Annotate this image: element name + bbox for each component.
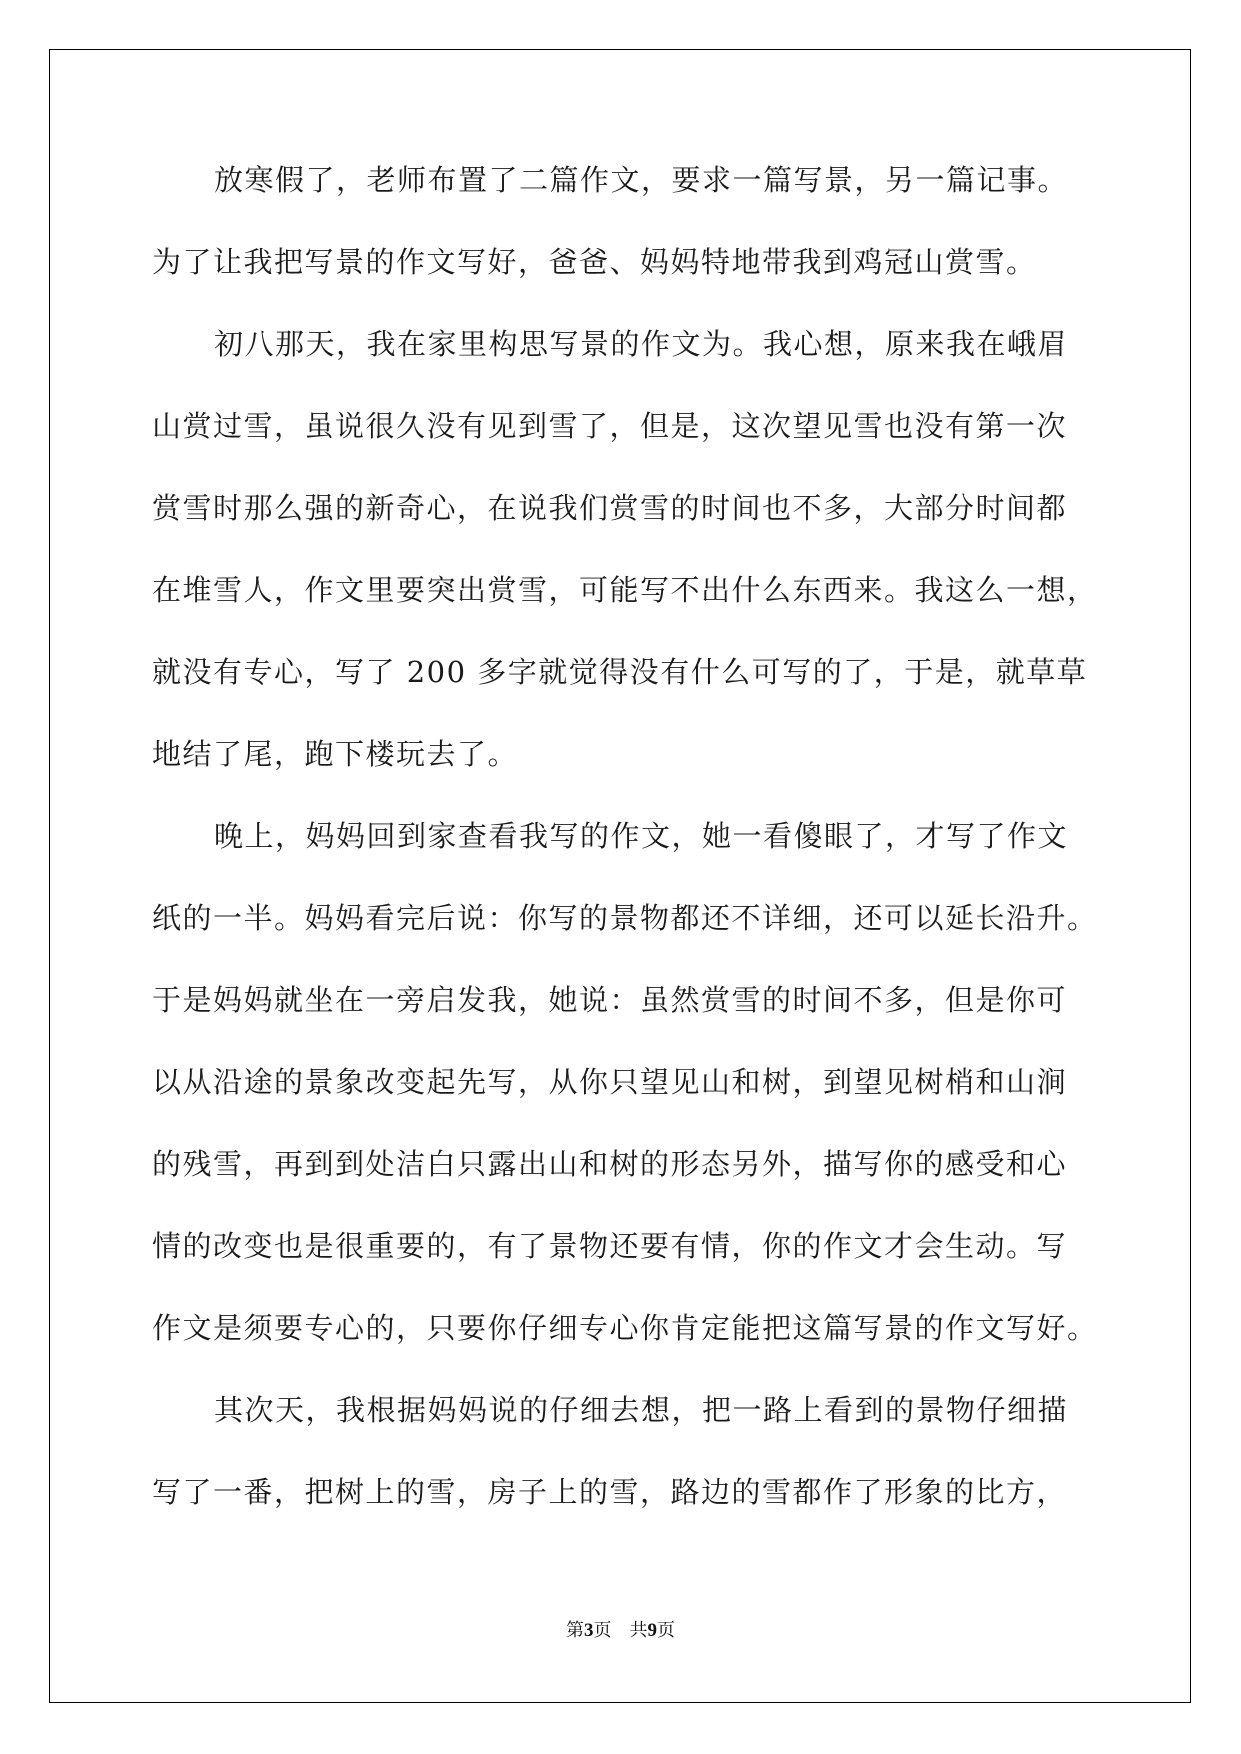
text-line: 的残雪，再到到处洁白只露出山和树的形态另外，描写你的感受和心 — [152, 1147, 1068, 1181]
text-line: 以从沿途的景象改变起先写，从你只望见山和树，到望见树梢和山涧 — [152, 1065, 1068, 1099]
text-line: 地结了尾，跑下楼玩去了。 — [152, 737, 519, 771]
text-line: 晚上，妈妈回到家查看我写的作文，她一看傻眼了，才写了作文 — [214, 819, 1069, 853]
text-line: 于是妈妈就坐在一旁启发我，她说：虽然赏雪的时间不多，但是你可 — [152, 983, 1068, 1017]
text-line: 就没有专心，写了 200 多字就觉得没有什么可写的了，于是，就草草 — [152, 655, 1088, 689]
text-line: 为了让我把写景的作文写好，爸爸、妈妈特地带我到鸡冠山赏雪。 — [152, 245, 1037, 279]
total-prefix: 共 — [629, 1620, 648, 1641]
text-line: 情的改变也是很重要的，有了景物还要有情，你的作文才会生动。写 — [152, 1229, 1068, 1263]
text-line: 山赏过雪，虽说很久没有见到雪了，但是，这次望见雪也没有第一次 — [152, 409, 1068, 443]
page-border — [49, 49, 1191, 1703]
page-suffix: 页 — [593, 1620, 612, 1641]
text-line: 写了一番，把树上的雪，房子上的雪，路边的雪都作了形象的比方， — [152, 1475, 1068, 1509]
total-page-count: 9 — [647, 1620, 657, 1641]
page-prefix: 第 — [566, 1620, 584, 1641]
page-footer — [0, 1616, 1241, 1642]
text-line: 放寒假了，老师布置了二篇作文，要求一篇写景，另一篇记事。 — [214, 163, 1069, 197]
text-line: 作文是须要专心的，只要你仔细专心你肯定能把这篇写景的作文写好。 — [152, 1311, 1098, 1345]
text-line: 其次天，我根据妈妈说的仔细去想，把一路上看到的景物仔细描 — [214, 1393, 1069, 1427]
total-suffix: 页 — [657, 1620, 675, 1641]
text-line: 赏雪时那么强的新奇心，在说我们赏雪的时间也不多，大部分时间都 — [152, 491, 1068, 525]
text-line: 在堆雪人，作文里要突出赏雪，可能写不出什么东西来。我这么一想， — [152, 573, 1098, 607]
text-line: 初八那天，我在家里构思写景的作文为。我心想，原来我在峨眉 — [214, 327, 1069, 361]
text-line: 纸的一半。妈妈看完后说：你写的景物都还不详细，还可以延长沿升。 — [152, 901, 1098, 935]
current-page-number: 3 — [584, 1620, 594, 1641]
